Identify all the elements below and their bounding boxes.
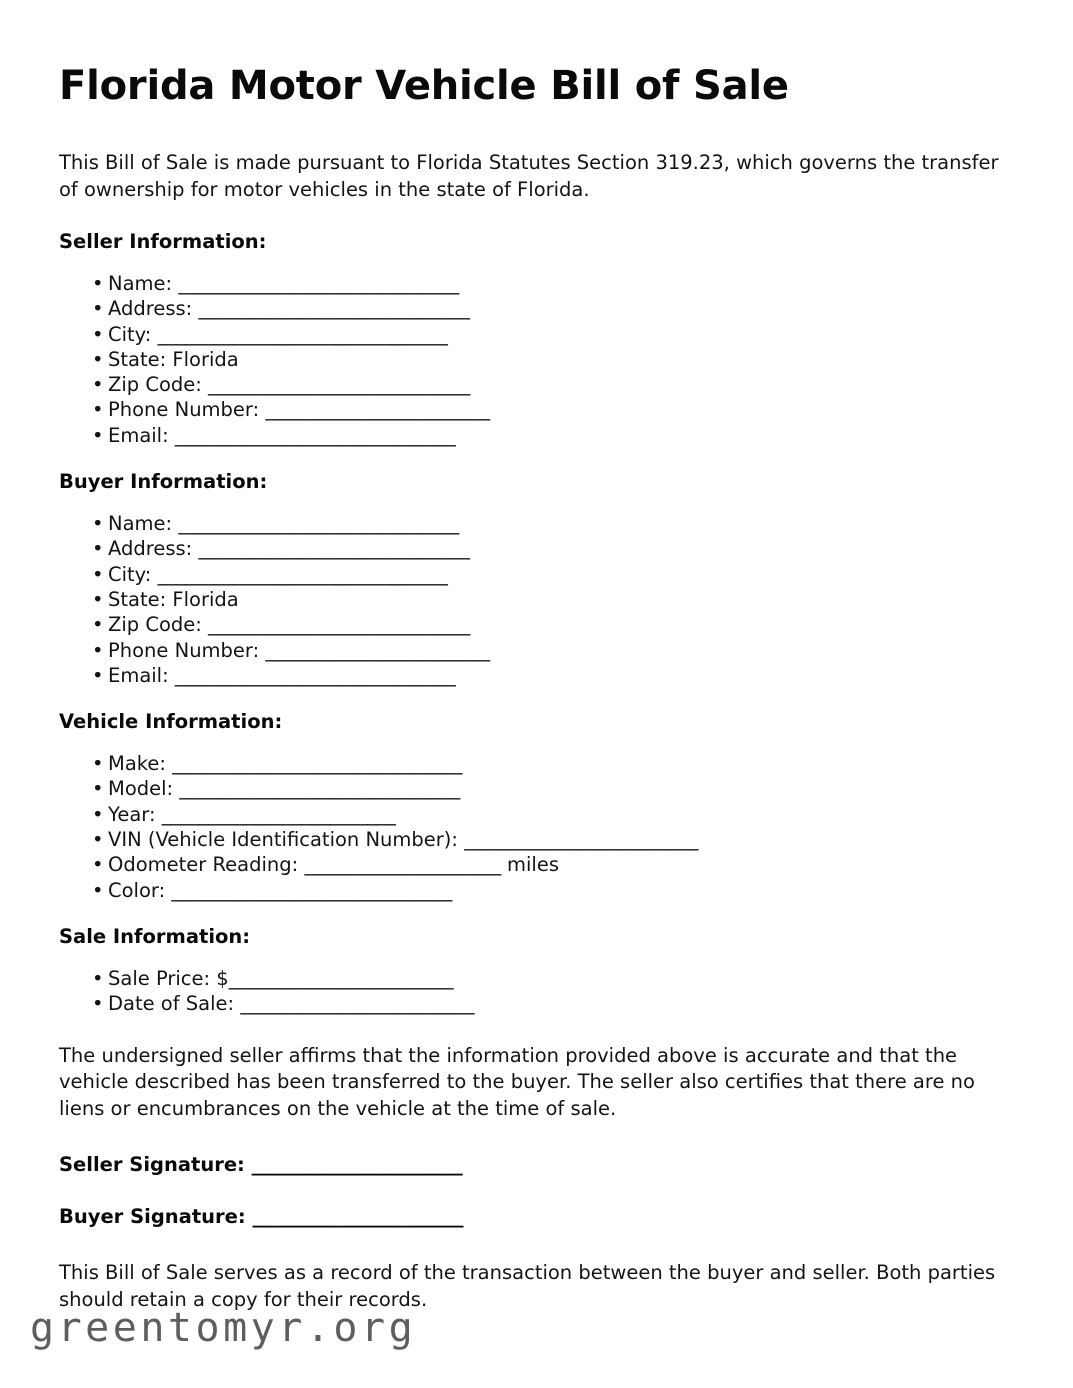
seller-signature-blank[interactable]: _______________________	[251, 1153, 463, 1177]
page-title: Florida Motor Vehicle Bill of Sale	[59, 63, 789, 109]
seller-signature-line	[59, 1152, 1021, 1178]
spacer	[59, 1178, 1021, 1204]
document-body	[59, 150, 1021, 1313]
field-row-buyer-state	[59, 587, 1021, 612]
field-row-vehicle-odometer	[59, 852, 1021, 877]
field-label: Year:	[108, 802, 162, 826]
spacer	[59, 448, 1021, 469]
field-row-seller-state	[59, 347, 1021, 372]
field-row-vehicle-model	[59, 776, 1021, 801]
seller-information-heading: Seller Information:	[59, 230, 267, 253]
field-label: Phone Number:	[108, 398, 266, 422]
field-label: Phone Number:	[108, 638, 266, 662]
field-row-buyer-city	[59, 562, 1021, 587]
spacer	[59, 735, 1021, 751]
buyer-information-field-list	[59, 511, 1021, 688]
field-blank[interactable]: ____________________________	[208, 373, 470, 397]
field-blank[interactable]: ______________________________	[171, 878, 452, 902]
buyer-signature-blank[interactable]: _______________________	[252, 1205, 463, 1229]
field-blank[interactable]: _______________________________	[157, 562, 448, 586]
seller-information-field-list	[59, 271, 1021, 448]
field-label: Odometer Reading:	[108, 853, 305, 877]
field-label: Name:	[108, 512, 179, 536]
field-blank[interactable]: _________________________	[464, 828, 698, 852]
sale-information-heading: Sale Information:	[59, 924, 251, 948]
spacer	[59, 1122, 1021, 1152]
field-label: Model:	[108, 777, 180, 801]
field-row-vehicle-year	[59, 802, 1021, 827]
field-blank[interactable]: ________________________	[265, 398, 490, 422]
field-blank[interactable]: _______________________________	[172, 752, 462, 776]
field-blank[interactable]: _____________________	[304, 853, 501, 877]
field-label: Address:	[108, 297, 199, 321]
field-row-seller-city	[59, 322, 1021, 347]
field-label: Date of Sale:	[108, 992, 241, 1016]
field-label: Name:	[108, 272, 179, 295]
spacer	[59, 495, 1021, 511]
vehicle-information-heading: Vehicle Information:	[59, 710, 283, 734]
field-label: Zip Code:	[108, 373, 209, 397]
field-label: Sale Price: $	[108, 966, 229, 990]
intro-paragraph: This Bill of Sale is made pursuant to Florida Statutes Section 319.23, which governs the transfer of ownership for motor vehicles in the state of Florida.	[59, 151, 999, 201]
field-blank[interactable]: ______________________________	[179, 777, 460, 801]
site-watermark: greentomyr.org	[30, 1305, 417, 1351]
spacer	[59, 903, 1021, 924]
field-blank[interactable]: ______________________________	[178, 512, 459, 536]
closing-paragraph: This Bill of Sale serves as a record of the transaction between the buyer and seller. Both parties should retain a copy for their records.	[59, 1261, 996, 1311]
spacer	[59, 688, 1021, 709]
field-label: Make:	[108, 752, 173, 776]
spacer	[59, 203, 1021, 229]
field-row-vehicle-vin	[59, 827, 1021, 852]
field-blank[interactable]: ______________________________	[174, 423, 456, 447]
field-row-seller-phone-number	[59, 397, 1021, 422]
field-label: City:	[108, 562, 158, 586]
spacer	[59, 1017, 1021, 1043]
field-row-date-of-sale	[59, 991, 1021, 1016]
field-blank[interactable]: _____________________________	[198, 297, 470, 321]
field-row-vehicle-color	[59, 878, 1021, 903]
sale-information-field-list	[59, 966, 1021, 1017]
buyer-information-heading: Buyer Information:	[59, 470, 268, 494]
field-label: State: Florida	[108, 587, 239, 611]
field-label: Zip Code:	[108, 613, 209, 637]
field-row-buyer-email	[59, 663, 1021, 688]
seller-signature-label: Seller Signature:	[59, 1153, 252, 1177]
field-blank[interactable]: _________________________	[240, 992, 475, 1016]
field-label: Email:	[108, 663, 175, 687]
field-label: Email:	[108, 423, 175, 447]
field-row-seller-address	[59, 296, 1021, 321]
field-blank[interactable]: ______________________________	[174, 663, 456, 687]
field-row-vehicle-make	[59, 751, 1021, 776]
spacer	[59, 255, 1021, 271]
field-suffix-miles: miles	[500, 853, 559, 877]
buyer-signature-label: Buyer Signature:	[59, 1205, 253, 1229]
field-row-seller-email	[59, 423, 1021, 448]
field-row-sale-price	[59, 966, 1021, 991]
field-row-buyer-address	[59, 536, 1021, 561]
field-blank[interactable]: ____________________________	[208, 613, 470, 637]
vehicle-information-field-list	[59, 751, 1021, 903]
field-row-buyer-name	[59, 511, 1021, 536]
field-blank[interactable]: _____________________________	[198, 537, 470, 561]
field-blank[interactable]: ________________________	[265, 638, 490, 662]
field-blank[interactable]: ______________________________	[178, 272, 459, 295]
field-row-buyer-zip-code	[59, 612, 1021, 637]
spacer	[59, 1230, 1021, 1260]
field-label: State: Florida	[108, 347, 239, 371]
field-row-buyer-phone-number	[59, 638, 1021, 663]
field-blank[interactable]: _______________________________	[157, 322, 448, 346]
field-label: VIN (Vehicle Identification Number):	[108, 828, 465, 852]
field-blank[interactable]: ________________________	[228, 966, 454, 990]
field-blank[interactable]: _________________________	[161, 802, 396, 826]
spacer	[59, 950, 1021, 966]
affirmation-paragraph: The undersigned seller affirms that the information provided above is accurate and that the vehicle described has been transferred to the buyer. The seller also certifies that there are no liens or encumbrances on the vehicle at the time of sale.	[59, 1043, 975, 1120]
field-row-seller-zip-code	[59, 372, 1021, 397]
field-label: Address:	[108, 537, 199, 561]
field-label: Color:	[108, 878, 172, 902]
field-label: City:	[108, 322, 158, 346]
buyer-signature-line	[59, 1204, 1021, 1230]
field-row-seller-name	[59, 271, 1021, 296]
